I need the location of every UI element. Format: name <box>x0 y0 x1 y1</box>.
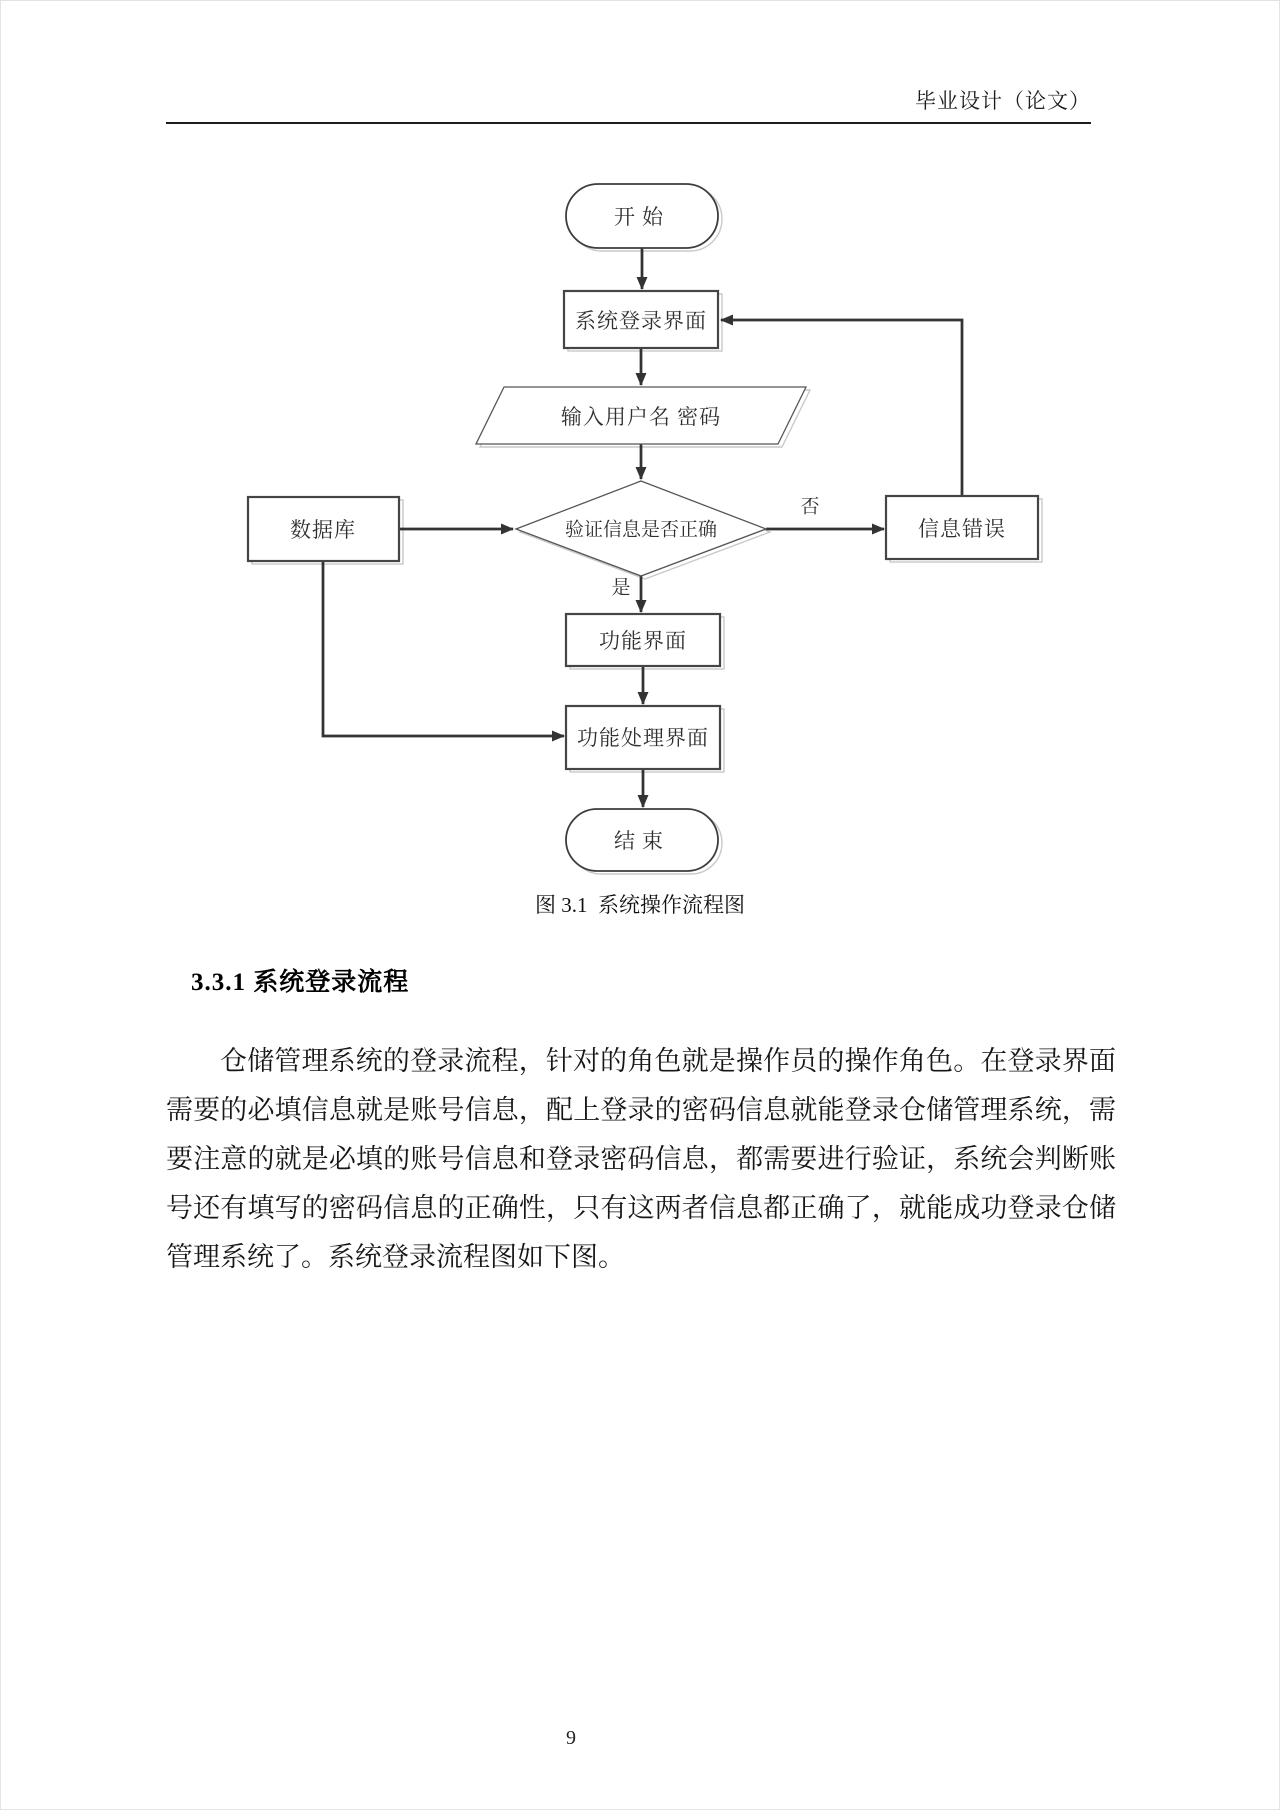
page-number: 9 <box>566 1727 576 1749</box>
paragraph-line: 仓储管理系统的登录流程，针对的角色就是操作员的操作角色。在登录界面 <box>220 1046 1116 1076</box>
edge-label-no: 否 <box>800 496 820 518</box>
running-header: 毕业设计（论文） <box>166 85 1091 124</box>
verify-label: 验证信息是否正确 <box>564 519 718 541</box>
login-screen-label: 系统登录界面 <box>575 309 707 333</box>
flowchart-figure <box>1 1 1280 961</box>
process-screen-label: 功能处理界面 <box>577 726 709 750</box>
paragraph-line: 号还有填写的密码信息的正确性，只有这两者信息都正确了，就能成功登录仓储 <box>166 1193 1116 1223</box>
paragraph-line: 管理系统了。系统登录流程图如下图。 <box>166 1242 625 1272</box>
input-label: 输入用户名 密码 <box>560 405 722 429</box>
edge-label-yes: 是 <box>611 577 631 599</box>
database-label: 数据库 <box>290 518 356 542</box>
paragraph-line: 需要的必填信息就是账号信息，配上登录的密码信息就能登录仓储管理系统，需 <box>166 1095 1116 1125</box>
section-heading: 3.3.1 系统登录流程 <box>191 969 410 996</box>
end-label: 结束 <box>614 829 670 853</box>
paragraph-line: 要注意的就是必填的账号信息和登录密码信息，都需要进行验证，系统会判断账 <box>166 1144 1116 1174</box>
function-screen-label: 功能界面 <box>599 629 687 653</box>
error-label: 信息错误 <box>918 517 1006 541</box>
start-label: 开始 <box>614 205 670 229</box>
body-paragraph <box>166 1037 1116 1282</box>
figure-caption: 图 3.1 系统操作流程图 <box>535 893 745 917</box>
arrow-database-to-process <box>323 561 564 736</box>
